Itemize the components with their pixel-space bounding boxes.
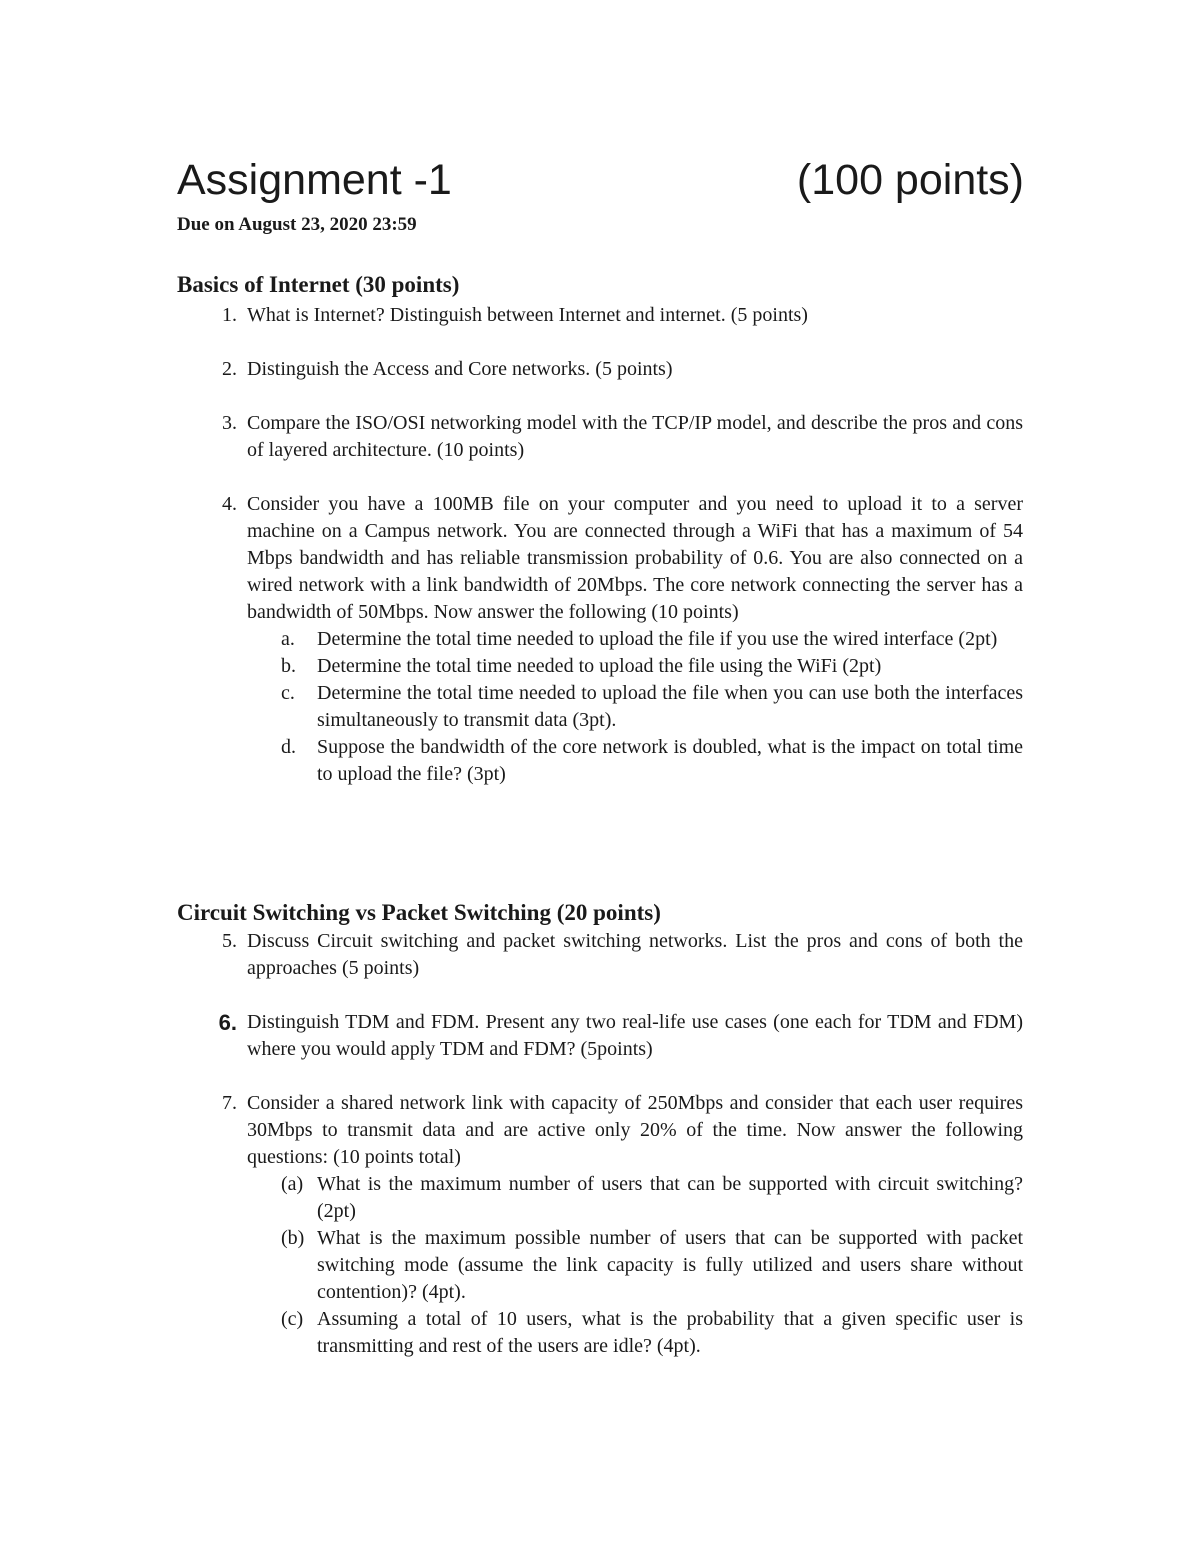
page-title: Assignment -1 bbox=[177, 156, 452, 204]
subquestion-text: Determine the total time needed to upload the file if you use the wired interface (2pt) bbox=[317, 628, 998, 650]
due-date: Due on August 23, 2020 23:59 bbox=[177, 214, 417, 235]
subquestion-label: (b) bbox=[281, 1227, 305, 1249]
question-number: 7. bbox=[222, 1092, 237, 1114]
subquestion-text: Suppose the bandwidth of the core network is doubled, what is the impact on total time to upload the file? (3pt) bbox=[317, 736, 1023, 785]
question-4 bbox=[222, 491, 1023, 788]
subquestion-4d bbox=[281, 734, 1023, 788]
subquestion-4a bbox=[281, 626, 1023, 653]
question-number: 6. bbox=[218, 1010, 237, 1035]
subquestion-text: What is the maximum number of users that can be supported with circuit switching? (2pt) bbox=[317, 1173, 1023, 1222]
subquestion-label: (c) bbox=[281, 1308, 304, 1330]
question-number: 1. bbox=[222, 304, 237, 326]
question-text: Distinguish TDM and FDM. Present any two real-life use cases (one each for TDM and FDM) where you would apply TDM and FDM? (5points) bbox=[247, 1011, 1023, 1060]
subquestion-label: c. bbox=[281, 682, 295, 704]
section-heading-basics: Basics of Internet (30 points) bbox=[177, 272, 460, 297]
question-6 bbox=[218, 1009, 1023, 1063]
question-text: Compare the ISO/OSI networking model with the TCP/IP model, and describe the pros and cons of layered architecture. (10 points) bbox=[247, 412, 1023, 461]
subquestion-text: Assuming a total of 10 users, what is the probability that a given specific user is transmitting and rest of the users are idle? (4pt). bbox=[317, 1308, 1023, 1357]
subquestion-7a bbox=[281, 1171, 1023, 1225]
question-3 bbox=[222, 410, 1023, 464]
subquestion-text: Determine the total time needed to upload the file when you can use both the interfaces simultaneously to transmit data (3pt). bbox=[317, 682, 1023, 731]
question-text: Discuss Circuit switching and packet switching networks. List the pros and cons of both the approaches (5 points) bbox=[247, 930, 1023, 979]
subquestion-4c bbox=[281, 680, 1023, 734]
question-text: What is Internet? Distinguish between Internet and internet. (5 points) bbox=[247, 304, 808, 326]
question-list-basics bbox=[0, 302, 1200, 815]
section-heading-switching: Circuit Switching vs Packet Switching (20 points) bbox=[177, 900, 661, 925]
question-text: Distinguish the Access and Core networks. (5 points) bbox=[247, 358, 673, 380]
subquestion-label: (a) bbox=[281, 1173, 304, 1195]
question-number: 5. bbox=[222, 930, 237, 952]
question-text: Consider a shared network link with capacity of 250Mbps and consider that each user requires 30Mbps to transmit data and are active only 20% of the time. Now answer the following questions: (10 points total) bbox=[247, 1092, 1023, 1168]
question-5 bbox=[222, 928, 1023, 982]
subquestion-label: a. bbox=[281, 628, 295, 650]
subquestion-text: Determine the total time needed to upload the file using the WiFi (2pt) bbox=[317, 655, 882, 677]
subquestion-label: b. bbox=[281, 655, 296, 677]
question-1 bbox=[222, 302, 1023, 329]
question-number: 4. bbox=[222, 493, 237, 515]
question-text: Consider you have a 100MB file on your computer and you need to upload it to a server machine on a Campus network. You are connected through a WiFi that has a maximum of 54 Mbps bandwidth and has reliable transmission probability of 0.6. You are also connected on a wired network with a link bandwidth of 20Mbps. The core network connecting the server has a bandwidth of 50Mbps. Now answer the following (10 points) bbox=[247, 493, 1023, 623]
subquestion-label: d. bbox=[281, 736, 296, 758]
subquestion-7c bbox=[281, 1306, 1023, 1360]
total-points: (100 points) bbox=[796, 156, 1024, 204]
question-2 bbox=[222, 356, 1023, 383]
question-number: 3. bbox=[222, 412, 237, 434]
question-number: 2. bbox=[222, 358, 237, 380]
question-7 bbox=[222, 1090, 1023, 1360]
question-list-switching bbox=[0, 928, 1200, 1387]
subquestion-7b bbox=[281, 1225, 1023, 1306]
subquestion-4b bbox=[281, 653, 1023, 680]
subquestion-text: What is the maximum possible number of users that can be supported with packet switching mode (assume the link capacity is fully utilized and users share without contention)? (4pt). bbox=[317, 1227, 1023, 1303]
